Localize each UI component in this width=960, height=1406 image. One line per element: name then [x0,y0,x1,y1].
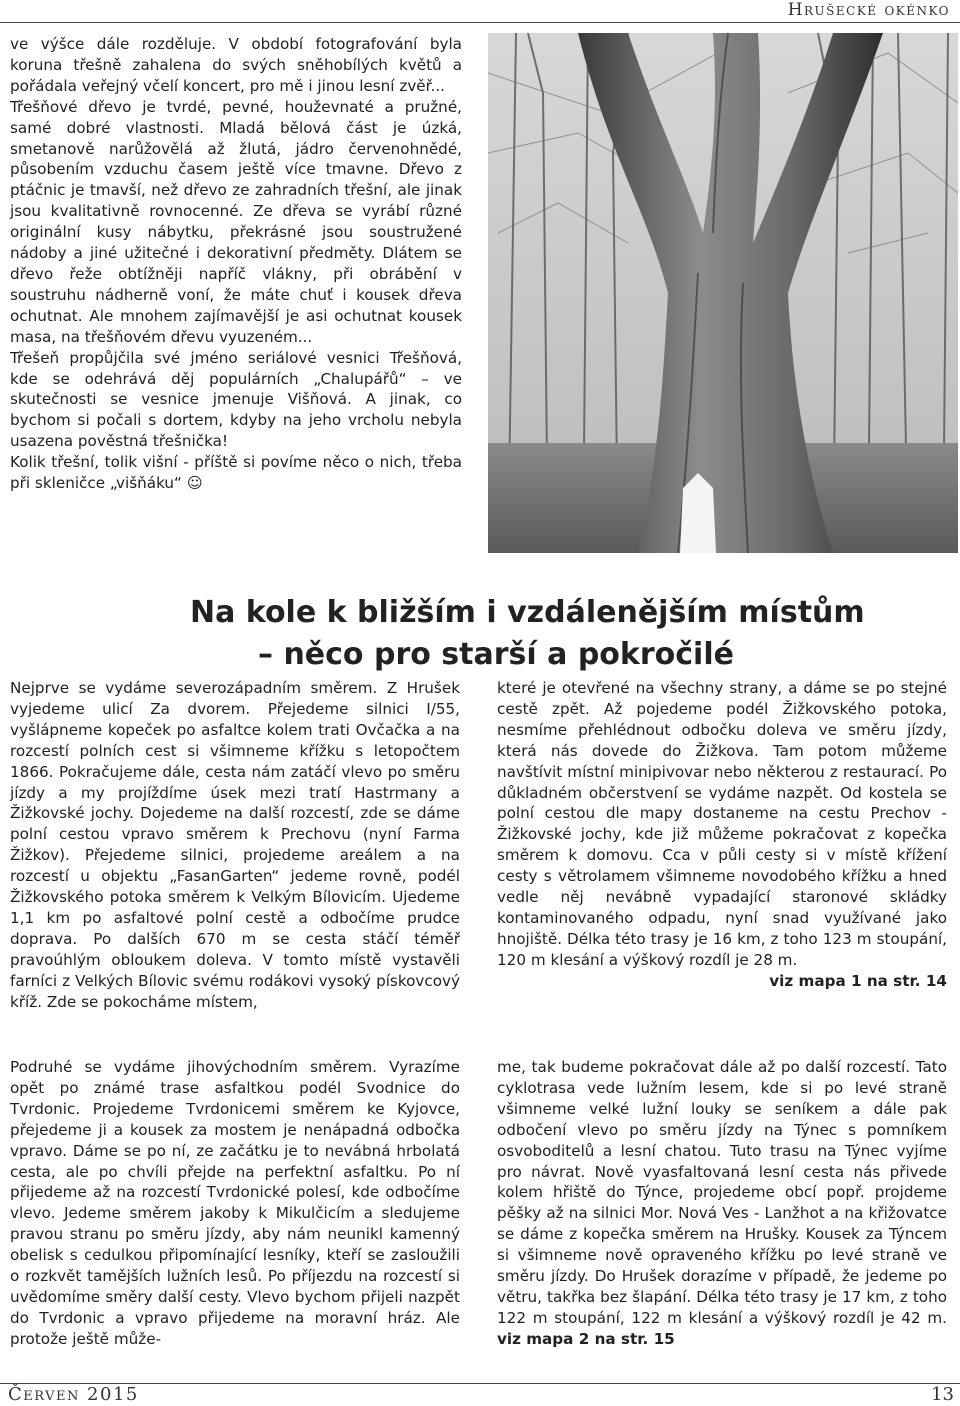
magazine-title: Hrušecké okénko [778,0,954,20]
map-reference: viz mapa 1 na str. 14 [769,971,947,990]
paragraph: Nejprve se vydáme severozápadním směrem. Z Hrušek vyjedeme ulicí Za dvorem. Přejedeme silnici I/55, vyšlápneme kopeček po asfaltce kolem trati Ovčačka a na rozcestí polních cest si všimneme křížku s letopočtem 1866. Pokračujeme dále, cesta nám zatáčí vlevo po směru jízdy a my projíždíme úsek mezi tratí Hastrmany a Žižkovské jochy. Dojedeme na další rozcestí, zde se dáme polní cestou vpravo směrem k Prechovu (nyní Farma Žižkov). Přejedeme silnici, projedeme areálem a na rozcestí u objektu „FasanGarten“ jedeme rovně, podél Žižkovského potoka směrem k Velkým Bílovicím. Ujedeme 1,1 km po asfaltové polní cestě a odbočíme prudce doprava. Po dalších 670 m se cesta stáčí téměř pravoúhlým obloukem doleva. V tomto místě vystavěli farníci z Velkých Bílovic svému rodákovi vysoký pískovcový kříž. Zde se pokocháme místem, [10,679,460,1011]
paragraph: Kolik třešní, tolik višní - příště si povíme něco o nich, třeba při skleničce „višňáku“ ☺ [10,453,462,493]
route-1-column-right [497,678,947,992]
issue-date: Červen 2015 [8,1384,147,1405]
route-2-column-left [10,1057,460,1350]
paragraph: Podruhé se vydáme jihovýchodním směrem. Vyrazíme opět po známé trase asfaltkou podél Svodnice do Tvrdonic. Projedeme Tvrdonicemi směrem ke Kyjovce, přejedeme ji a kousek za mostem je nenápadná odbočka vpravo. Dáme se po ní, ze začátku je to nevábná hrbolatá cesta, ale po chvíli přejde na perfektní asfaltku. Po ní přijedeme až na rozcestí Tvrdonické polesí, kde odbočíme vlevo. Jedeme směrem jakoby k Mikulčicím a sledujeme pravou stranu po směru jízdy, aby nám neunikl kamenný obelisk s cedulkou připomínající lesníky, kteří se zasloužili o rozkvět tamějších lužních lesů. Po příjezdu na rozcestí si uvědomíme směry další cesty. Vlevo bychom přijeli nazpět do Tvrdonic a vpravo přijedeme na moravní hráz. Ale protože ještě může- [10,1058,460,1348]
paragraph: Třešňové dřevo je tvrdé, pevné, houževnaté a pružné, samé dobré vlastnosti. Mladá bělová část je úzká, smetanově narůžovělá až žlutá, jádro červenohnědé, působením vzduchu časem ještě více tmavne. Dřevo z ptáčnic je tmavší, než dřevo ze zahradních třešní, ale jinak jsou kvalitativně rovnocenné. Ze dřeva se vyrábí různé originální kusy nábytku, překrásné jsou soustružené nádoby a jiné užitečné i dekorativní předměty. Dlátem se dřevo řeže obtížněji napříč vlákny, při obrábění v soustruhu nádherně voní, že máte chuť i kousek dřeva ochutnat. Ale mnohem zajímavější je asi ochutnat kousek masa, na třešňovém dřevu vyuzeném... [10,97,462,346]
section-title [0,592,960,676]
paragraph [497,1057,947,1350]
section-title-line-1: Na kole k bližším i vzdálenějším místům [190,595,865,630]
route-1-column-left [10,678,460,1013]
paragraph: které je otevřené na všechny strany, a dáme se po stejné cestě zpět. Až pojedeme podél Žižkovského potoka, nesmíme přehlédnout odbočku doleva ve směru jízdy, která nás dovede do Žižkova. Tam potom můžeme navštívit místní minipivovar nebo některou z restaurací. Po důkladném občerstvení se vydáme nazpět. Od kostela se polní cestou dle mapy dostaneme na cestu Prechov - Žižkovské jochy, kde již můžeme pokračovat z kopečka směrem k domovu. Cca v půli cesty si v místě křížení cesty s větrolamem všimneme novodobého křížku a hned vedle něj nevábně vypadající staronové skládky kontaminovaného odpadu, nyní snad využívané jako hnojiště. Délka této trasy je 16 km, z toho 123 m stoupání, 120 m klesání a výškový rozdíl je 28 m. [497,679,947,969]
map-reference: viz mapa 2 na str. 15 [497,1329,675,1348]
tree-photo-illustration [488,33,958,553]
route-2-column-right [497,1057,947,1350]
paragraph: ve výšce dále rozděluje. V období fotografování byla koruna třešně zahalena do svých sněhobílých květů a pořádala veřejný včelí koncert, pro mě i jinou lesní zvěř... [10,35,462,95]
route-2-text: me, tak budeme pokračovat dále až po další rozcestí. Tato cyklotrasa vede lužním lesem, kde si po levé straně všimneme velké lužní louky se seníkem a dále pak odbočení vlevo po směru jízdy na Týnec s pomníkem osvoboditelů a lesní chatou. Tuto trasu na Týnec vyjíme pro návrat. Nově vyasfaltovaná lesní cesta nás přivede kolem hřiště do Týnce, projedeme obcí popř. projdeme pěšky až na silnici Mor. Nová Ves - Lanžhot a na křižovatce se dáme z kopečka směrem na Hrušky. Kousek za Týncem si všimneme nově opraveného křížku po levé straně ve směru jízdy. Do Hrušek dorazíme v případě, že jedeme po větru, takřka bez šlapání. Délka této trasy je 17 km, z toho 122 m stoupání, 122 m klesání a výškový rozdíl je 42 m. [497,1058,947,1327]
page-number: 13 [923,1384,954,1405]
cherry-article-text [10,34,462,494]
header-rule [0,22,960,23]
cherry-tree-photo [488,33,958,553]
section-title-line-2: – něco pro starší a pokročilé [258,637,734,672]
paragraph: Třešeň propůjčila své jméno seriálové vesnici Třešňová, kde se odehrává děj populárních „Chalupářů“ – ve skutečnosti se vesnice jmenuje Višňová. A jinak, co bychom si počali s dortem, kdyby na jeho vrcholu nebyla usazena pověstná třešnička! [10,348,462,451]
